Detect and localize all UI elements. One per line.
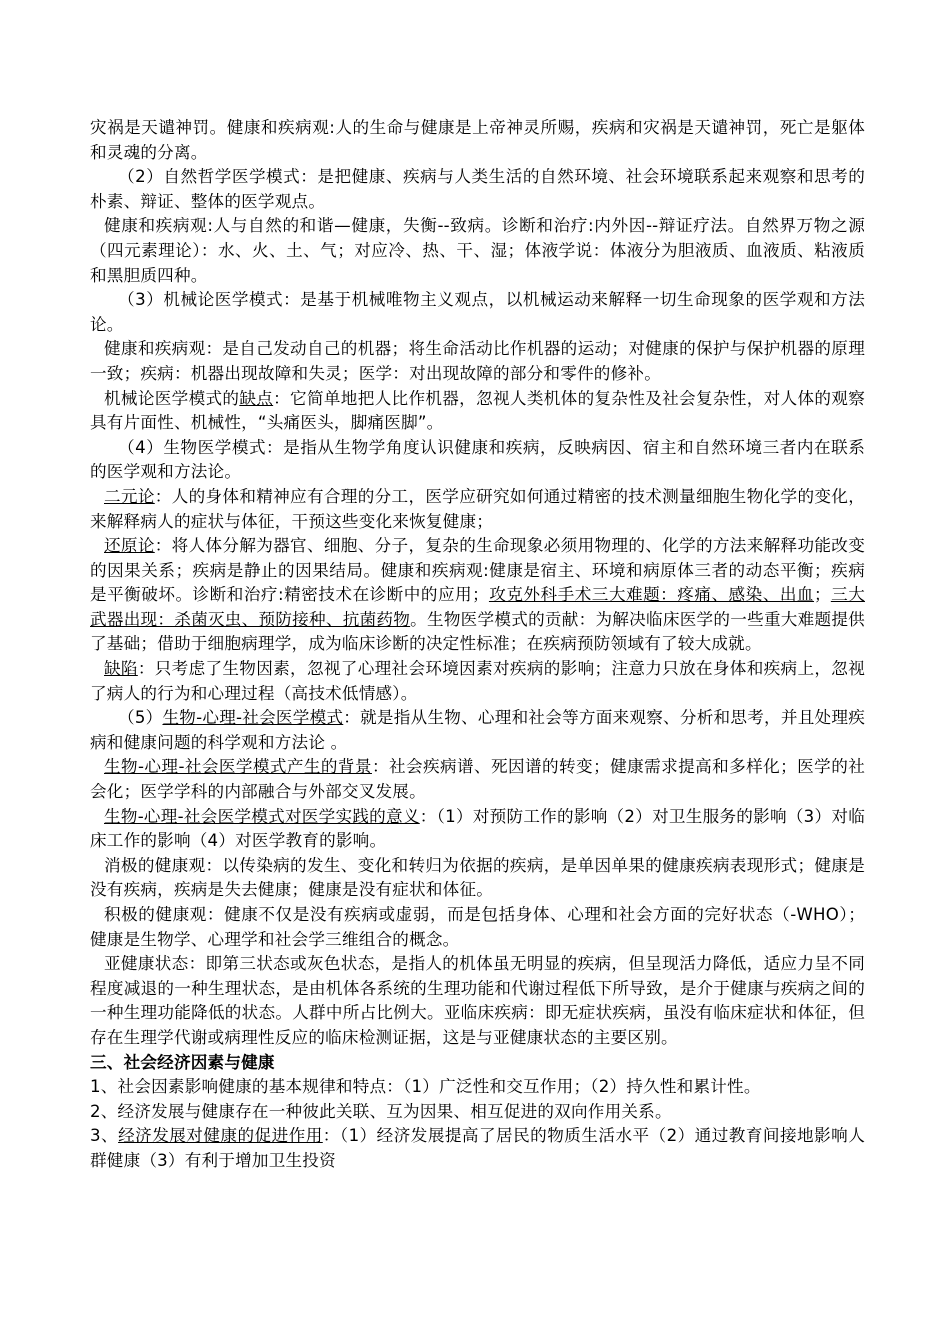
paragraph-dualism: 二元论：人的身体和精神应有合理的分工，医学应研究如何通过精密的技术测量细胞生物化学的变化，来解释病人的症状与体征，干预这些变化来恢复健康； (90, 486, 865, 531)
document-page (90, 116, 865, 1174)
section-heading-3: 三、社会经济因素与健康 (90, 1052, 275, 1072)
paragraph-mechanistic-model: （3）机械论医学模式：是基于机械唯物主义观点，以机械运动来解释一切生命现象的医学观和方法论。 (90, 290, 865, 334)
paragraph-defects: 缺陷：只考虑了生物因素，忽视了心理社会环境因素对疾病的影响；注意力只放在身体和疾病上，忽视了病人的行为和心理过程（高技术低情感）。 (90, 659, 865, 703)
paragraph-negative-health-view: 消极的健康观：以传染病的发生、变化和转归为依据的疾病，是单因单果的健康疾病表现形式；健康是没有疾病，疾病是失去健康；健康是没有症状和体征。 (90, 855, 865, 900)
underlined-term: 二元论 (104, 486, 155, 506)
paragraph-sub-health-state: 亚健康状态：即第三状态或灰色状态，是指人的机体虽无明显的疾病，但呈现活力降低，适应力呈不同程度减退的一种生理状态，是由机体各系统的生理功能和代谢过程低下所导致，是介于健康与疾病之间的一种生理功能降低的状态。人群中所占比例大。亚临床疾病：即无症状疾病，虽没有临床症状和体征，但存在生理学代谢或病理性反应的临床检测证据，这是与亚健康状态的主要区别。 (90, 954, 865, 1047)
list-item-3: 3、经济发展对健康的促进作用：（1）经济发展提高了居民的物质生活水平（2）通过教育间接地影响人群健康（3）有利于增加卫生投资 (90, 1126, 865, 1170)
underlined-term: 生物-心理-社会医学模式 (162, 708, 344, 728)
paragraph-bio-psycho-social-model: （5）生物-心理-社会医学模式：就是指从生物、心理和社会等方面来观察、分析和思考，并且处理疾病和健康问题的科学观和方法论 。 (90, 708, 866, 752)
paragraph-mechanistic-shortcomings: 机械论医学模式的缺点：它简单地把人比作机器，忽视人类机体的复杂性及社会复杂性，对人体的观察具有片面性、机械性，“头痛医头，脚痛医脚”。 (90, 388, 865, 433)
underlined-term: 攻克外科手术三大难题：疼痛、感染、出血 (488, 585, 815, 605)
underlined-term: 缺陷 (104, 659, 138, 679)
paragraph-1: 灾祸是天谴神罚。健康和疾病观:人的生命与健康是上帝神灵所赐，疾病和灾祸是天谴神罚，死亡是躯体和灵魂的分离。 (90, 118, 865, 162)
underlined-term: 三大武器出现：杀菌灭虫、预防接种、抗菌药物 (90, 585, 865, 629)
paragraph-biomedical-model: （4）生物医学模式：是指从生物学角度认识健康和疾病，反映病因、宿主和自然环境三者内在联系的医学观和方法论。 (90, 437, 865, 482)
paragraph-natural-philosophy-model: （2）自然哲学医学模式：是把健康、疾病与人类生活的自然环境、社会环境联系起来观察和思考的朴素、辩证、整体的医学观点。 (90, 167, 865, 211)
paragraph-health-disease-view-natural: 健康和疾病观:人与自然的和谐—健康，失衡--致病。诊断和治疗:内外因--辩证疗法。自然界万物之源（四元素理论）：水、火、土、气；对应冷、热、干、湿；体液学说：体液分为胆液质、血液质、粘液质和黑胆质四种。 (90, 216, 865, 285)
list-item-1: 1、社会因素影响健康的基本规律和特点：（1）广泛性和交互作用；（2）持久性和累计性。 (90, 1077, 761, 1097)
list-item-2: 2、经济发展与健康存在一种彼此关联、互为因果、相互促进的双向作用关系。 (90, 1101, 672, 1121)
underlined-term: 还原论 (104, 536, 155, 556)
paragraph-model-significance: 生物-心理-社会医学模式对医学实践的意义：（1）对预防工作的影响（2）对卫生服务的影响（3）对临床工作的影响（4）对医学教育的影响。 (90, 806, 865, 851)
underlined-term: 经济发展对健康的促进作用 (118, 1126, 323, 1146)
paragraph-model-background: 生物-心理-社会医学模式产生的背景：社会疾病谱、死因谱的转变；健康需求提高和多样化；医学的社会化；医学学科的内部融合与外部交叉发展。 (90, 757, 865, 802)
paragraph-reductionism: 还原论：将人体分解为器官、细胞、分子，复杂的生命现象必须用物理的、化学的方法来解释功能改变的因果关系；疾病是静止的因果结局。健康和疾病观:健康是宿主、环境和病原体三者的动态平衡；疾病是平衡破坏。诊断和治疗:精密技术在诊断中的应用；攻克外科手术三大难题：疼痛、感染、出血；三大武器出现：杀菌灭虫、预防接种、抗菌药物。生物医学模式的贡献：为解决临床医学的一些重大难题提供了基础；借助于细胞病理学，成为临床诊断的决定性标准；在疾病预防领域有了较大成就。 (90, 536, 865, 654)
paragraph-health-disease-view-mechanistic: 健康和疾病观：是自己发动自己的机器；将生命活动比作机器的运动；对健康的保护与保护机器的原理一致；疾病：机器出现故障和失灵；医学：对出现故障的部分和零件的修补。 (90, 339, 865, 383)
underlined-term: 缺点 (239, 388, 274, 408)
paragraph-positive-health-view: 积极的健康观：健康不仅是没有疾病或虚弱，而是包括身体、心理和社会方面的完好状态（-WHO）；健康是生物学、心理学和社会学三维组合的概念。 (90, 905, 865, 949)
underlined-term: 生物-心理-社会医学模式产生的背景 (104, 757, 372, 777)
underlined-term: 生物-心理-社会医学模式对医学实践的意义 (104, 806, 420, 826)
